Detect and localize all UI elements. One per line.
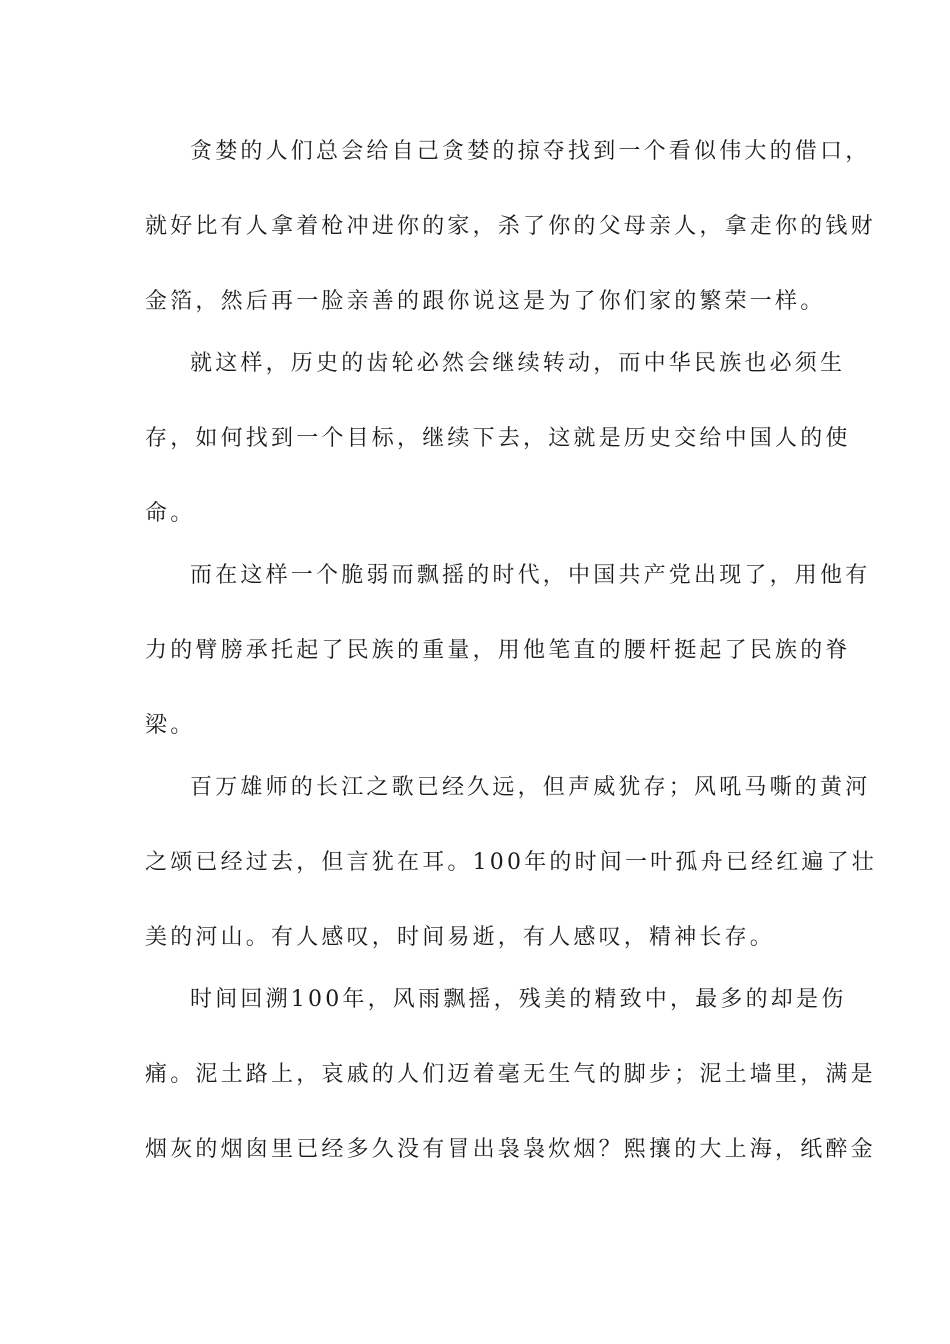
text-line: 而在这样一个脆弱而飘摇的时代，中国共产党出现了，用他有 [190,563,871,588]
text-line: 时间回溯100年，风雨飘摇，残美的精致中，最多的却是伤 [190,987,847,1012]
text-line: 就这样，历史的齿轮必然会继续转动，而中华民族也必须生 [190,351,846,376]
text-line: 百万雄师的长江之歌已经久远，但声威犹存；风吼马嘶的黄河 [190,775,871,800]
text-line: 美的河山。有人感叹，时间易逝，有人感叹，精神长存。 [145,925,776,950]
text-line: 就好比有人拿着枪冲进你的家，杀了你的父母亲人，拿走你的钱财 [145,214,876,239]
text-line: 命。 [145,501,196,526]
text-line: 烟灰的烟囱里已经多久没有冒出袅袅炊烟？熙攘的大上海，纸醉金 [145,1137,876,1162]
text-line: 痛。泥土路上，哀戚的人们迈着毫无生气的脚步；泥土墙里，满是 [145,1062,876,1087]
text-line: 梁。 [145,713,196,738]
text-line: 金箔，然后再一脸亲善的跟你说这是为了你们家的繁荣一样。 [145,289,826,314]
text-line: 存，如何找到一个目标，继续下去，这就是历史交给中国人的使 [145,426,851,451]
text-line: 力的臂膀承托起了民族的重量，用他笔直的腰杆挺起了民族的脊 [145,638,851,663]
text-line: 之颂已经过去，但言犹在耳。100年的时间一叶孤舟已经红遍了壮 [145,850,877,875]
text-line: 贪婪的人们总会给自己贪婪的掠夺找到一个看似伟大的借口， [190,139,871,164]
